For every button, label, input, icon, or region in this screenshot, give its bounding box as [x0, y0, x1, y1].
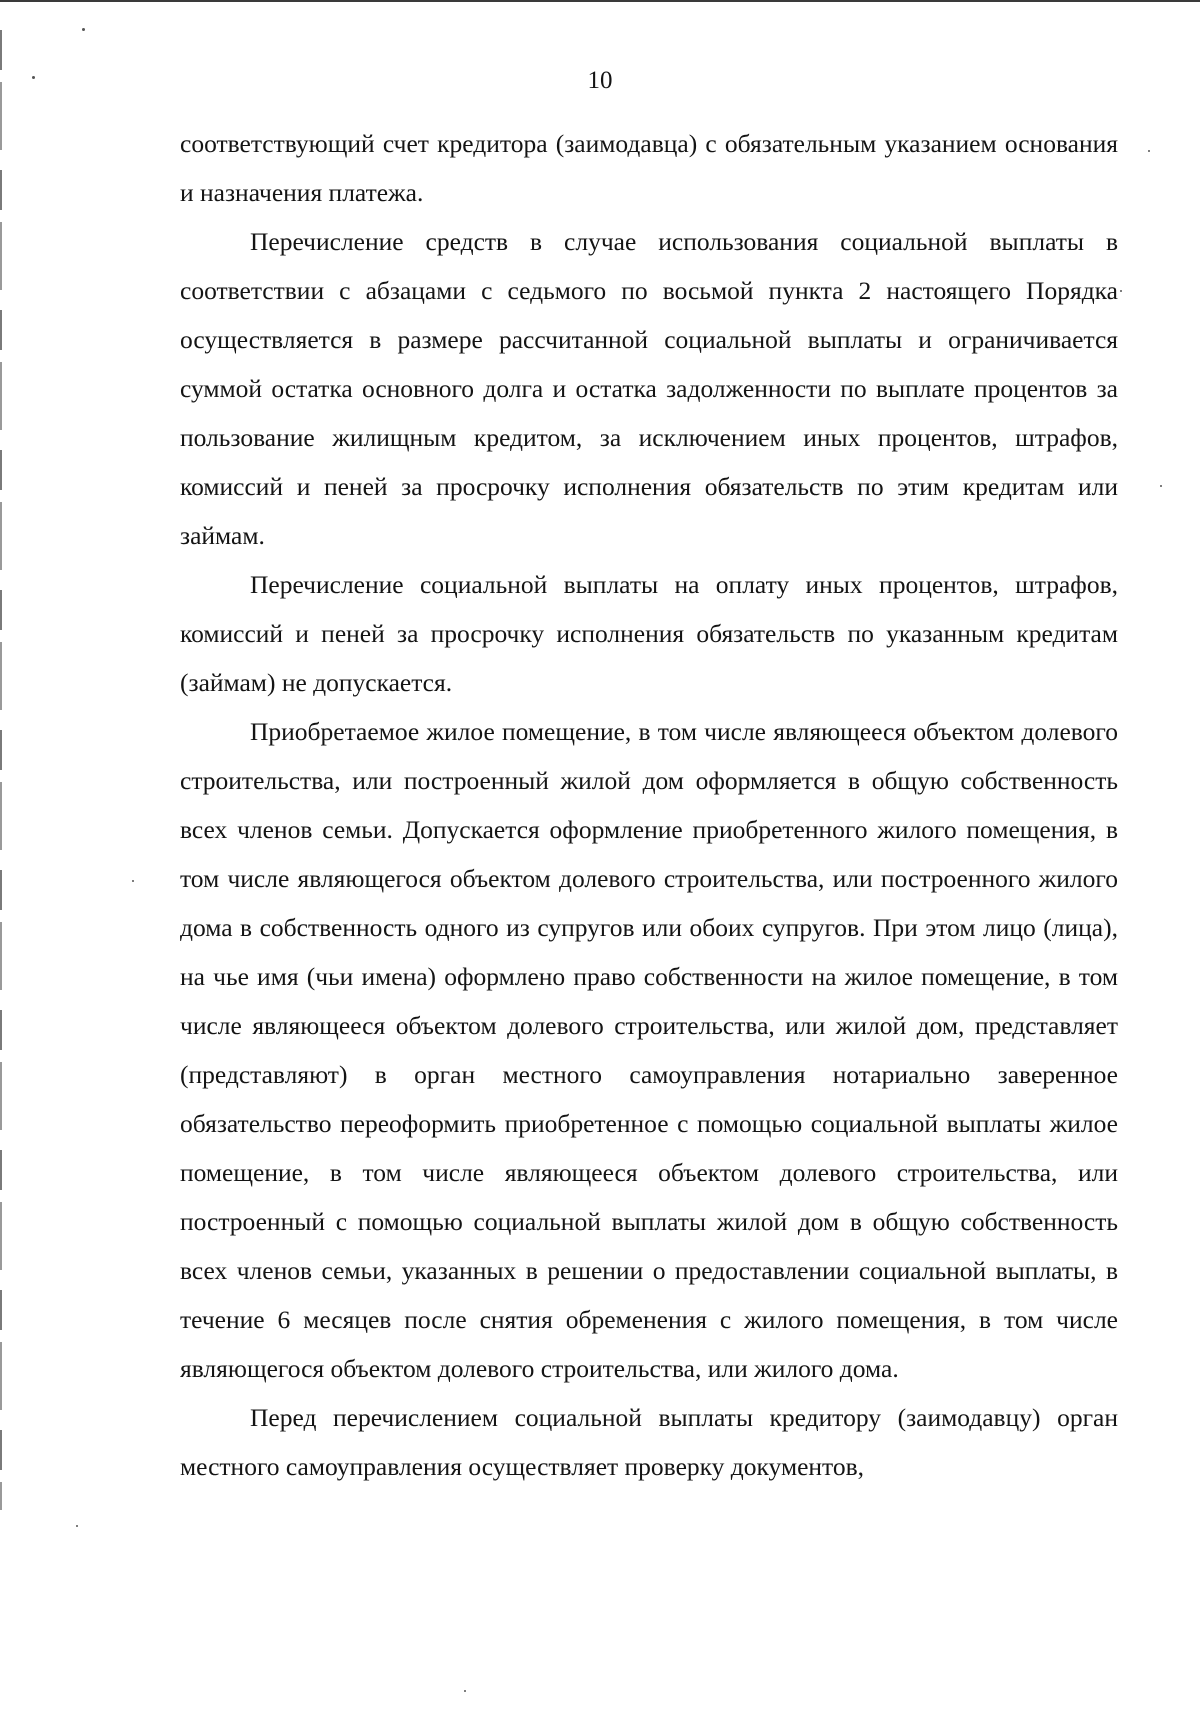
- scan-speck: [82, 28, 85, 31]
- page-number: 10: [587, 67, 613, 94]
- paragraph: Перечисление средств в случае использования социальной выплаты в соответствии с абзацами с седьмого по восьмой пункта 2 настоящего Порядка осуществляется в размере рассчитанной социальной выплаты и ограничивается суммой остатка основного долга и остатка задолженности по выплате процентов за пользование жилищным кредитом, за исключением иных процентов, штрафов, комиссий и пеней за просрочку исполнения обязательств по этим кредитам или займам.: [180, 227, 1118, 550]
- scan-left-edge: [0, 30, 2, 1510]
- paragraph: Приобретаемое жилое помещение, в том числе являющееся объектом долевого строительства, или построенный жилой дом оформляется в общую собственность всех членов семьи. Допускается оформление приобретенного жилого помещения, в том числе являющегося объектом долевого строительства, или построенного жилого дома в собственность одного из супругов или обоих супругов. При этом лицо (лица), на чье имя (чьи имена) оформлено право собственности на жилое помещение, в том числе являющееся объектом долевого строительства, или жилой дом, представляет (представляют) в орган местного самоуправления нотариально заверенное обязательство переоформить приобретенное с помощью социальной выплаты жилое помещение, в том числе являющееся объектом долевого строительства, или построенный с помощью социальной выплаты жилой дом в общую собственность всех членов семьи, указанных в решении о предоставлении социальной выплаты, в течение 6 месяцев после снятия обременения с жилого помещения, в том числе являющегося объектом долевого строительства, или жилого дома.: [180, 717, 1118, 1383]
- paragraph: Перечисление социальной выплаты на оплату иных процентов, штрафов, комиссий и пеней за просрочку исполнения обязательств по указанным кредитам (займам) не допускается.: [180, 570, 1118, 697]
- document-body: [180, 119, 1118, 1491]
- scan-speck: [1160, 485, 1162, 487]
- scan-speck: [132, 880, 134, 882]
- scan-speck: [76, 1525, 78, 1527]
- paragraph: Перед перечислением социальной выплаты кредитору (заимодавцу) орган местного самоуправления осуществляет проверку документов,: [180, 1403, 1118, 1481]
- scan-top-edge: [0, 0, 1200, 2]
- scan-speck: [464, 1690, 466, 1692]
- scan-speck: [1120, 290, 1122, 292]
- paragraph: соответствующий счет кредитора (заимодавца) с обязательным указанием основания и назначения платежа.: [180, 129, 1118, 207]
- scan-speck: [1148, 150, 1150, 152]
